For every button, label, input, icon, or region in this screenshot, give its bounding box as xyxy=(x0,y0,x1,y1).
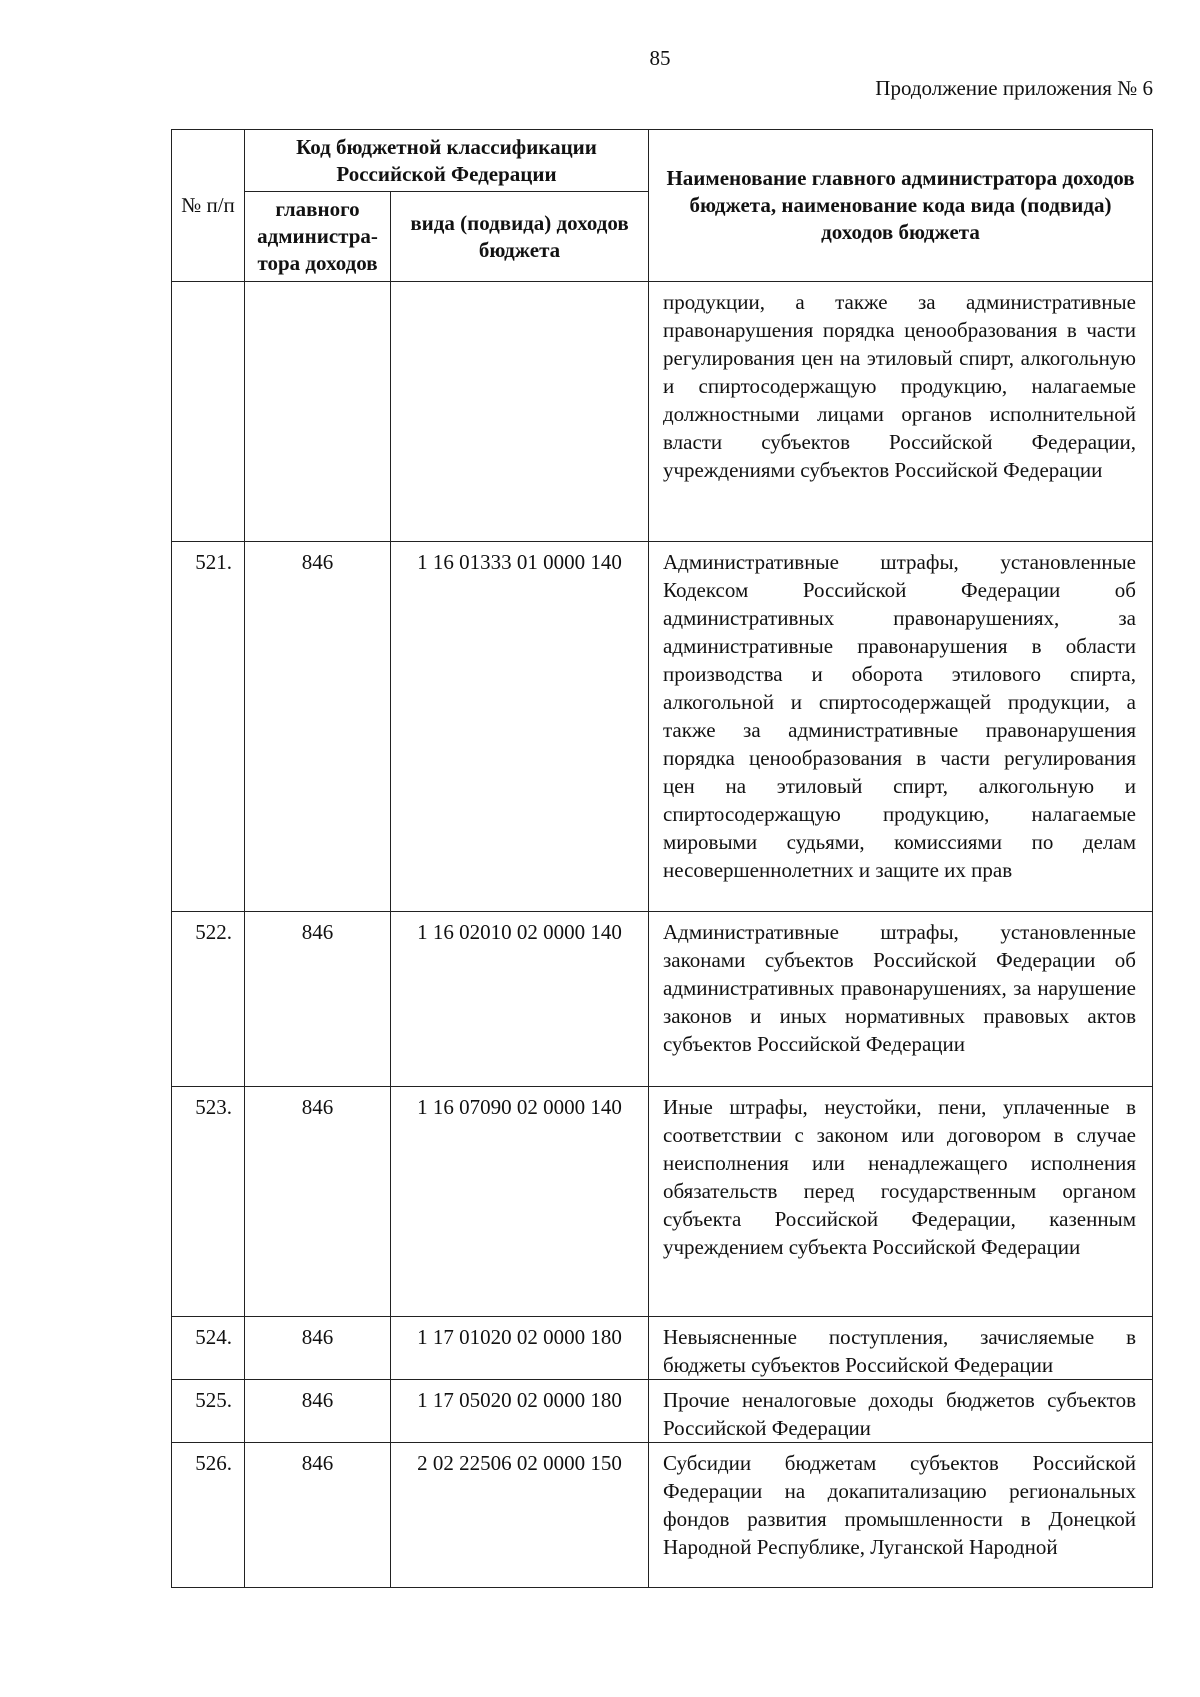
header-row-number: № п/п xyxy=(172,130,245,282)
row-admin-code: 846 xyxy=(245,542,391,912)
row-description: Прочие неналоговые доходы бюджетов субъектов Российской Федерации xyxy=(649,1380,1153,1443)
row-description: Субсидии бюджетам субъектов Российской Федерации на докапитализацию региональных фондов развития промышленности в Донецкой Народной Республике, Луганской Народной xyxy=(649,1443,1153,1588)
row-number: 524. xyxy=(172,1317,245,1380)
header-administrator-name: Наименование главного администратора доходов бюджета, наименование кода вида (подвида) доходов бюджета xyxy=(649,130,1153,282)
row-admin-code: 846 xyxy=(245,912,391,1087)
row-admin-code xyxy=(245,282,391,542)
row-revenue-code: 1 17 01020 02 0000 180 xyxy=(391,1317,649,1380)
table-row xyxy=(172,912,1153,1087)
row-description: Невыясненные поступления, зачисляемые в бюджеты субъектов Российской Федерации xyxy=(649,1317,1153,1380)
row-revenue-code xyxy=(391,282,649,542)
row-admin-code: 846 xyxy=(245,1443,391,1588)
row-number: 523. xyxy=(172,1087,245,1317)
budget-classification-table xyxy=(171,129,1153,1588)
table-row xyxy=(172,1317,1153,1380)
row-admin-code: 846 xyxy=(245,1380,391,1443)
header-budget-code-group: Код бюджетной классификации Российской Федерации xyxy=(245,130,649,192)
row-number: 525. xyxy=(172,1380,245,1443)
row-admin-code: 846 xyxy=(245,1087,391,1317)
appendix-continuation-label: Продолжение приложения № 6 xyxy=(875,76,1153,100)
row-number xyxy=(172,282,245,542)
row-number: 522. xyxy=(172,912,245,1087)
row-revenue-code: 1 17 05020 02 0000 180 xyxy=(391,1380,649,1443)
row-revenue-code: 2 02 22506 02 0000 150 xyxy=(391,1443,649,1588)
table-row xyxy=(172,282,1153,542)
table-row xyxy=(172,1087,1153,1317)
row-admin-code: 846 xyxy=(245,1317,391,1380)
row-revenue-code: 1 16 02010 02 0000 140 xyxy=(391,912,649,1087)
row-description: Административные штрафы, установленные законами субъектов Российской Федерации об административных правонарушениях, за нарушение законов и иных нормативных правовых актов субъектов Российской Федерации xyxy=(649,912,1153,1087)
table-row xyxy=(172,1380,1153,1443)
row-description: Иные штрафы, неустойки, пени, уплаченные в соответствии с законом или договором в случае неисполнения или ненадлежащего исполнения обязательств перед государственным органом субъекта Российской Федерации, казенным учреждением субъекта Российской Федерации xyxy=(649,1087,1153,1317)
row-description: Административные штрафы, установленные Кодексом Российской Федерации об административных правонарушениях, за административные правонарушения в области производства и оборота этилового спирта, алкогольной и спиртосодержащей продукции, а также за административные правонарушения порядка ценообразования в части регулирования цен на этиловый спирт, алкогольную и спиртосодержащую продукцию, налагаемые мировыми судьями, комиссиями по делам несовершеннолетних и защите их прав xyxy=(649,542,1153,912)
row-revenue-code: 1 16 07090 02 0000 140 xyxy=(391,1087,649,1317)
table-row xyxy=(172,1443,1153,1588)
row-description: продукции, а также за административные правонарушения порядка ценообразования в части регулирования цен на этиловый спирт, алкогольную и спиртосодержащую продукцию, налагаемые должностными лицами органов исполнительной власти субъектов Российской Федерации, учреждениями субъектов Российской Федерации xyxy=(649,282,1153,542)
page-number: 85 xyxy=(649,46,671,70)
row-number: 521. xyxy=(172,542,245,912)
row-number: 526. xyxy=(172,1443,245,1588)
header-revenue-kind: вида (подвида) доходов бюджета xyxy=(391,192,649,282)
header-chief-administrator: главного администра-тора доходов xyxy=(245,192,391,282)
table-row xyxy=(172,542,1153,912)
row-revenue-code: 1 16 01333 01 0000 140 xyxy=(391,542,649,912)
